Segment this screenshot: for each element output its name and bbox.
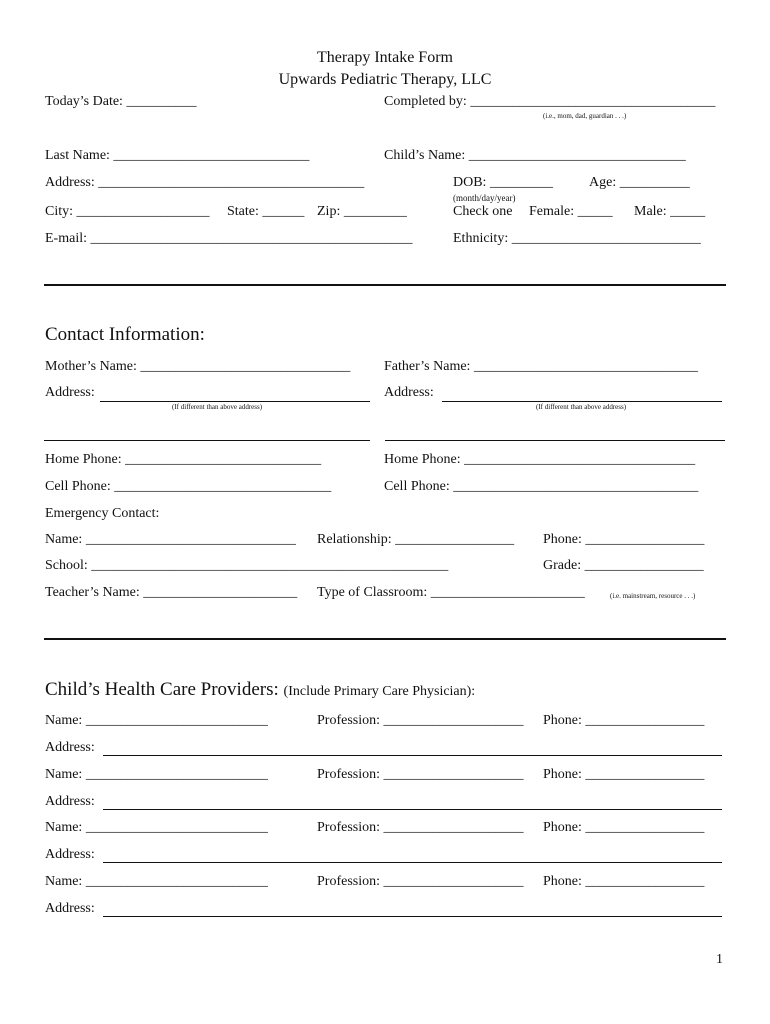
provider-address-line[interactable]	[103, 809, 722, 810]
email-field[interactable]: E-mail: ______________________________________________	[45, 231, 413, 246]
provider-address-label: Address:	[45, 847, 95, 862]
emergency-phone-field[interactable]: Phone: _________________	[543, 532, 705, 547]
emergency-contact-label: Emergency Contact:	[45, 506, 160, 521]
mothers-name-field[interactable]: Mother’s Name: ______________________________	[45, 359, 351, 374]
type-of-classroom-field[interactable]: Type of Classroom: ______________________	[317, 585, 585, 600]
city-field[interactable]: City: ___________________	[45, 204, 210, 219]
father-address-note: (If different than above address)	[536, 403, 627, 411]
provider-address-line[interactable]	[103, 755, 722, 756]
provider-phone-field[interactable]: Phone: _________________	[543, 820, 705, 835]
provider-address-label: Address:	[45, 794, 95, 809]
grade-field[interactable]: Grade: _________________	[543, 558, 704, 573]
todays-date-field[interactable]: Today’s Date: __________	[45, 94, 197, 109]
state-field[interactable]: State: ______	[227, 204, 305, 219]
provider-address-label: Address:	[45, 740, 95, 755]
provider-address-line[interactable]	[103, 916, 722, 917]
emergency-relationship-field[interactable]: Relationship: _________________	[317, 532, 515, 547]
male-field[interactable]: Male: _____	[634, 204, 706, 219]
father-address-line-2[interactable]	[385, 440, 725, 441]
providers-heading	[45, 679, 475, 703]
providers-heading-text: Child’s Health Care Providers:	[45, 679, 279, 700]
childs-name-field[interactable]: Child’s Name: _______________________________	[384, 148, 686, 163]
provider-address-label: Address:	[45, 901, 95, 916]
provider-address-line[interactable]	[103, 862, 722, 863]
provider-name-field[interactable]: Name: __________________________	[45, 874, 268, 889]
female-field[interactable]: Female: _____	[529, 204, 613, 219]
dob-hint: (month/day/year)	[453, 193, 516, 203]
father-address-label: Address:	[384, 385, 434, 400]
form-title: Therapy Intake Form	[317, 49, 453, 66]
completed-by-field[interactable]: Completed by: ___________________________________	[384, 94, 716, 109]
father-home-phone-field[interactable]: Home Phone: _________________________________	[384, 452, 696, 467]
father-address-line[interactable]	[442, 401, 722, 402]
school-field[interactable]: School: ___________________________________________________	[45, 558, 449, 573]
check-one-label: Check one	[453, 204, 513, 219]
mother-address-label: Address:	[45, 385, 95, 400]
provider-profession-field[interactable]: Profession: ____________________	[317, 713, 524, 728]
section-divider	[44, 638, 726, 640]
child-address-field[interactable]: Address: ______________________________________	[45, 175, 365, 190]
provider-profession-field[interactable]: Profession: ____________________	[317, 767, 524, 782]
completed-by-hint: (i.e., mom, dad, guardian . . .)	[543, 112, 627, 120]
provider-name-field[interactable]: Name: __________________________	[45, 820, 268, 835]
classroom-hint: (i.e. mainstream, resource . . .)	[610, 592, 696, 600]
provider-profession-field[interactable]: Profession: ____________________	[317, 874, 524, 889]
mother-address-note: (If different than above address)	[172, 403, 263, 411]
section-divider	[44, 284, 726, 286]
provider-phone-field[interactable]: Phone: _________________	[543, 713, 705, 728]
emergency-name-field[interactable]: Name: ______________________________	[45, 532, 296, 547]
provider-name-field[interactable]: Name: __________________________	[45, 713, 268, 728]
provider-profession-field[interactable]: Profession: ____________________	[317, 820, 524, 835]
contact-info-heading: Contact Information:	[45, 324, 205, 345]
ethnicity-field[interactable]: Ethnicity: ___________________________	[453, 231, 701, 246]
company-name: Upwards Pediatric Therapy, LLC	[278, 71, 492, 88]
provider-phone-field[interactable]: Phone: _________________	[543, 874, 705, 889]
dob-field[interactable]: DOB: _________	[453, 175, 553, 190]
mother-cell-phone-field[interactable]: Cell Phone: _______________________________	[45, 479, 332, 494]
mother-home-phone-field[interactable]: Home Phone: ____________________________	[45, 452, 322, 467]
age-field[interactable]: Age: __________	[589, 175, 690, 190]
zip-field[interactable]: Zip: _________	[317, 204, 407, 219]
father-cell-phone-field[interactable]: Cell Phone: ___________________________________	[384, 479, 699, 494]
last-name-field[interactable]: Last Name: ____________________________	[45, 148, 310, 163]
fathers-name-field[interactable]: Father’s Name: ________________________________	[384, 359, 698, 374]
provider-name-field[interactable]: Name: __________________________	[45, 767, 268, 782]
providers-heading-note: (Include Primary Care Physician):	[283, 684, 476, 699]
mother-address-line-2[interactable]	[44, 440, 370, 441]
teachers-name-field[interactable]: Teacher’s Name: ______________________	[45, 585, 298, 600]
page-number: 1	[716, 952, 723, 967]
mother-address-line[interactable]	[100, 401, 370, 402]
provider-phone-field[interactable]: Phone: _________________	[543, 767, 705, 782]
